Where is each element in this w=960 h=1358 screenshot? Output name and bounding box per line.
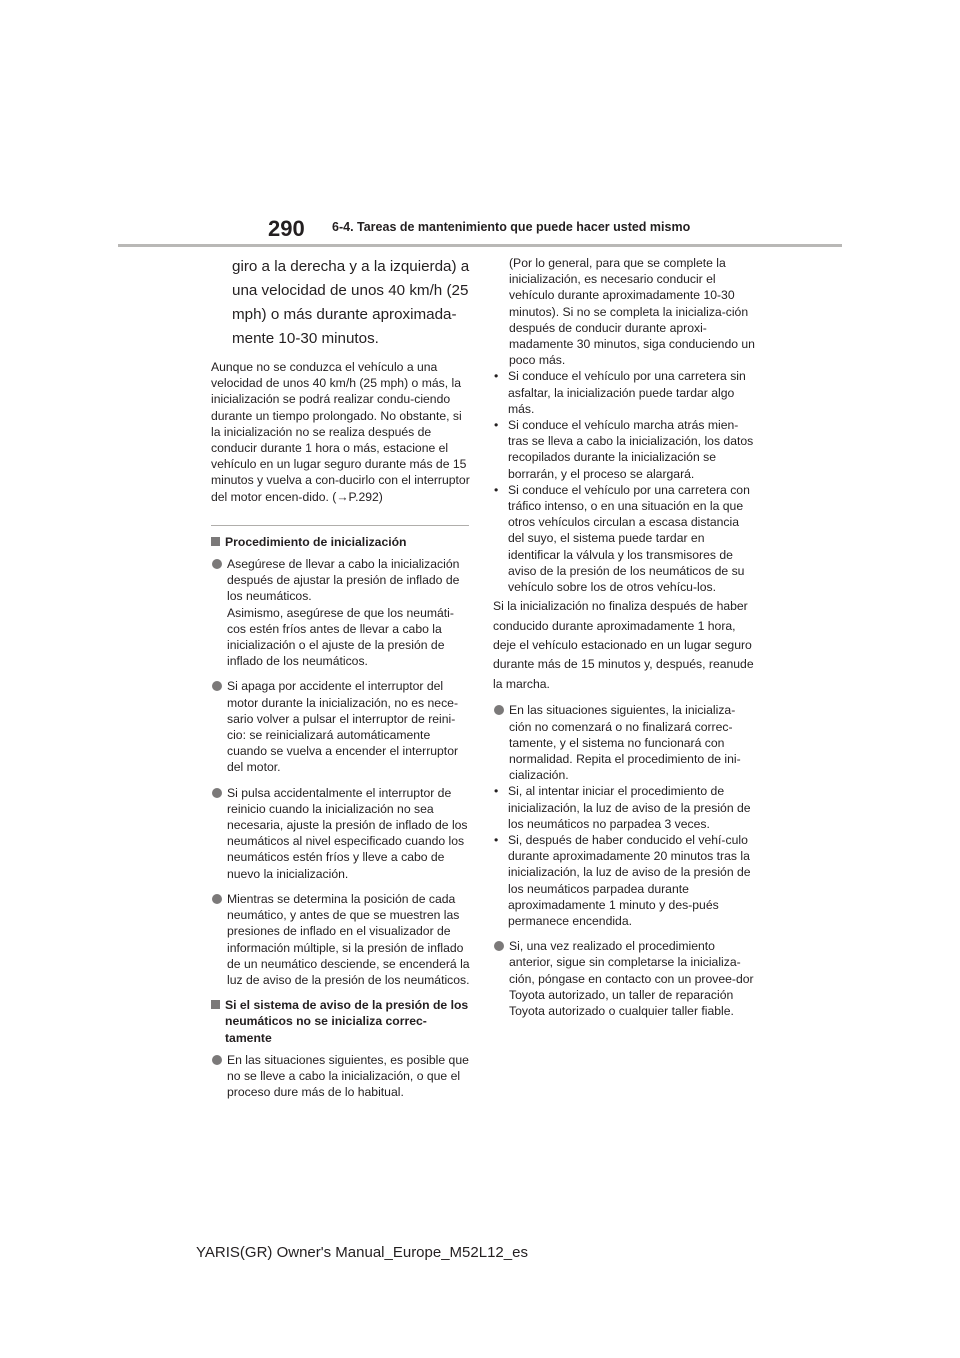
bullet-item xyxy=(211,785,471,882)
sub-bullet-marker: • xyxy=(494,784,499,799)
bullet-item xyxy=(493,702,755,783)
sub-bullet-item xyxy=(493,482,755,595)
round-bullet-icon xyxy=(212,788,222,798)
heading-text: Procedimiento de inicialización xyxy=(225,534,407,549)
bullet-text: Asegúrese de llevar a cabo la inicialización después de ajustar la presión de inflado de los neumáticos. xyxy=(227,557,460,604)
bullet-item xyxy=(211,1052,471,1101)
bullet-item xyxy=(493,938,755,1019)
bullet-text: Si, una vez realizado el procedimiento anterior, sigue sin completarse la inicializa-ción, póngase en contacto con un provee-dor Toyota autorizado, un taller de reparación Toyota autorizado o cualquier taller fiable. xyxy=(509,939,754,1018)
bullet-item xyxy=(211,678,471,775)
left-column xyxy=(211,255,471,1109)
bullet-text: Si apaga por accidente el interruptor del motor durante la inicialización, no es nece-sario volver a pulsar el interruptor de reini-cio: se reinicializará automáticamente cuando se vuelva a encender el interruptor del motor. xyxy=(227,679,459,775)
sub-bullet-text: Si conduce el vehículo marcha atrás mien-tras se lleva a cabo la inicialización, los datos recopilados durante la inicialización se borrarán, y el proceso se alargará. xyxy=(508,418,754,481)
heading-not-initialized xyxy=(211,997,471,1046)
round-bullet-icon xyxy=(212,681,222,691)
lead-paragraph: giro a la derecha y a la izquierda) a una velocidad de unos 40 km/h (25 mph) o más durante aproximada-mente 10-30 minutos. xyxy=(232,258,470,347)
sub-bullet-marker: • xyxy=(494,482,499,497)
right-column xyxy=(493,255,755,1028)
after-paragraph: Si la inicialización no finaliza después de haber conducido durante aproximadamente 1 hora, deje el vehículo estacionado en un lugar seguro durante más de 15 minutos y, después, reanude la marcha. xyxy=(493,599,754,691)
bullet-text: En las situaciones siguientes, es posible que no se lleve a cabo la inicialización, o que el proceso dure más de lo habitual. xyxy=(227,1052,469,1100)
round-bullet-icon xyxy=(494,941,504,951)
sub-bullet-text: Si conduce el vehículo por una carretera con tráfico intenso, o en una situación en la que otros vehículos circulan a escasa distancia del suyo, el sistema puede tardar en identificar la válvula y los transmisores de aviso de la presión de los neumáticos de su vehículo sobre los de otros vehícu-los. xyxy=(508,482,750,595)
sub-bullet-item xyxy=(493,368,755,417)
sub-bullet-text: Si conduce el vehículo por una carretera sin asfaltar, la inicialización puede tardar algo más. xyxy=(508,369,746,416)
section-title: 6-4. Tareas de mantenimiento que puede hacer usted mismo xyxy=(332,220,691,234)
page-footer xyxy=(0,1244,960,1261)
sub-bullet-item xyxy=(493,832,755,929)
bullet-text: Si pulsa accidentalmente el interruptor de reinicio cuando la inicialización no sea necesaria, ajuste la presión de inflado de los neumáticos al nivel especificado cuando los neumáticos estén fríos y lleve a cabo de nuevo la inicialización. xyxy=(227,785,468,881)
round-bullet-icon xyxy=(212,559,222,569)
footer-text: YARIS(GR) Owner's Manual_Europe_M52L12_es xyxy=(196,1244,528,1261)
sub-bullet-text: Si, después de haber conducido el vehí-culo durante aproximadamente 20 minutos tras la inicialización, la luz de aviso de la presión de los neumáticos parpadea durante aproximadamente 1 minuto y des-pués permanece encendida. xyxy=(508,832,751,928)
heading-initialization-procedure xyxy=(211,534,471,550)
bullet-text: En las situaciones siguientes, la inicializa-ción no comenzará o no finalizará correc-tamente, y el sistema no funcionará con normalidad. Repita el procedimiento de ini-cialización. xyxy=(509,703,741,783)
continued-paragraph: (Por lo general, para que se complete la inicialización, es necesario conducir el vehículo durante aproximadamente 10-30 minutos). Si no se completa la inicializa-ción después de conducir durante aproxi-madamente 30 minutos, siga conduciendo un poco más. xyxy=(509,256,755,368)
page-header xyxy=(0,0,960,250)
bullet-text: Mientras se determina la posición de cada neumático, y antes de que se muestren las presiones de inflado en el visualizador de información múltiple, si la presión de inflado de un neumático desciende, se encenderá la luz de aviso de la presión de los neumáticos. xyxy=(227,891,470,987)
round-bullet-icon xyxy=(212,894,222,904)
sub-bullet-marker: • xyxy=(494,832,499,847)
round-bullet-icon xyxy=(494,705,504,715)
round-bullet-icon xyxy=(212,1055,222,1065)
page-number: 290 xyxy=(268,216,305,241)
bullet-item xyxy=(211,556,471,669)
bullet-text-extra: Asimismo, asegúrese de que los neumáti-cos estén fríos antes de llevar a cabo la inicialización o el ajuste de la presión de inflado de los neumáticos. xyxy=(227,605,454,669)
bullet-item xyxy=(211,891,471,988)
heading-text: Si el sistema de aviso de la presión de los neumáticos no se inicializa correc-tamente xyxy=(225,998,469,1045)
section-divider xyxy=(211,525,469,526)
sub-bullet-marker: • xyxy=(494,369,499,384)
sub-bullet-text: Si, al intentar iniciar el procedimiento de inicialización, la luz de aviso de la presión de los neumáticos no parpadea 3 veces. xyxy=(508,784,751,831)
sub-bullet-item xyxy=(493,783,755,832)
sub-bullet-marker: • xyxy=(494,418,499,433)
note-paragraph: Aunque no se conduzca el vehículo a una velocidad de unos 40 km/h (25 mph) o más, la inicialización se podrá realizar condu-ciendo durante un tiempo prolongado. No obstante, si la inicialización no se realiza después de conducir durante 1 hora o más, estacione el vehículo en un lugar seguro durante más de 15 minutos y vuelva a con-ducirlo con el interruptor del motor encen-dido. (→P.292) xyxy=(211,360,470,504)
square-bullet-icon xyxy=(211,1000,220,1009)
sub-bullet-item xyxy=(493,417,755,482)
square-bullet-icon xyxy=(211,537,220,546)
header-rule xyxy=(118,244,842,247)
